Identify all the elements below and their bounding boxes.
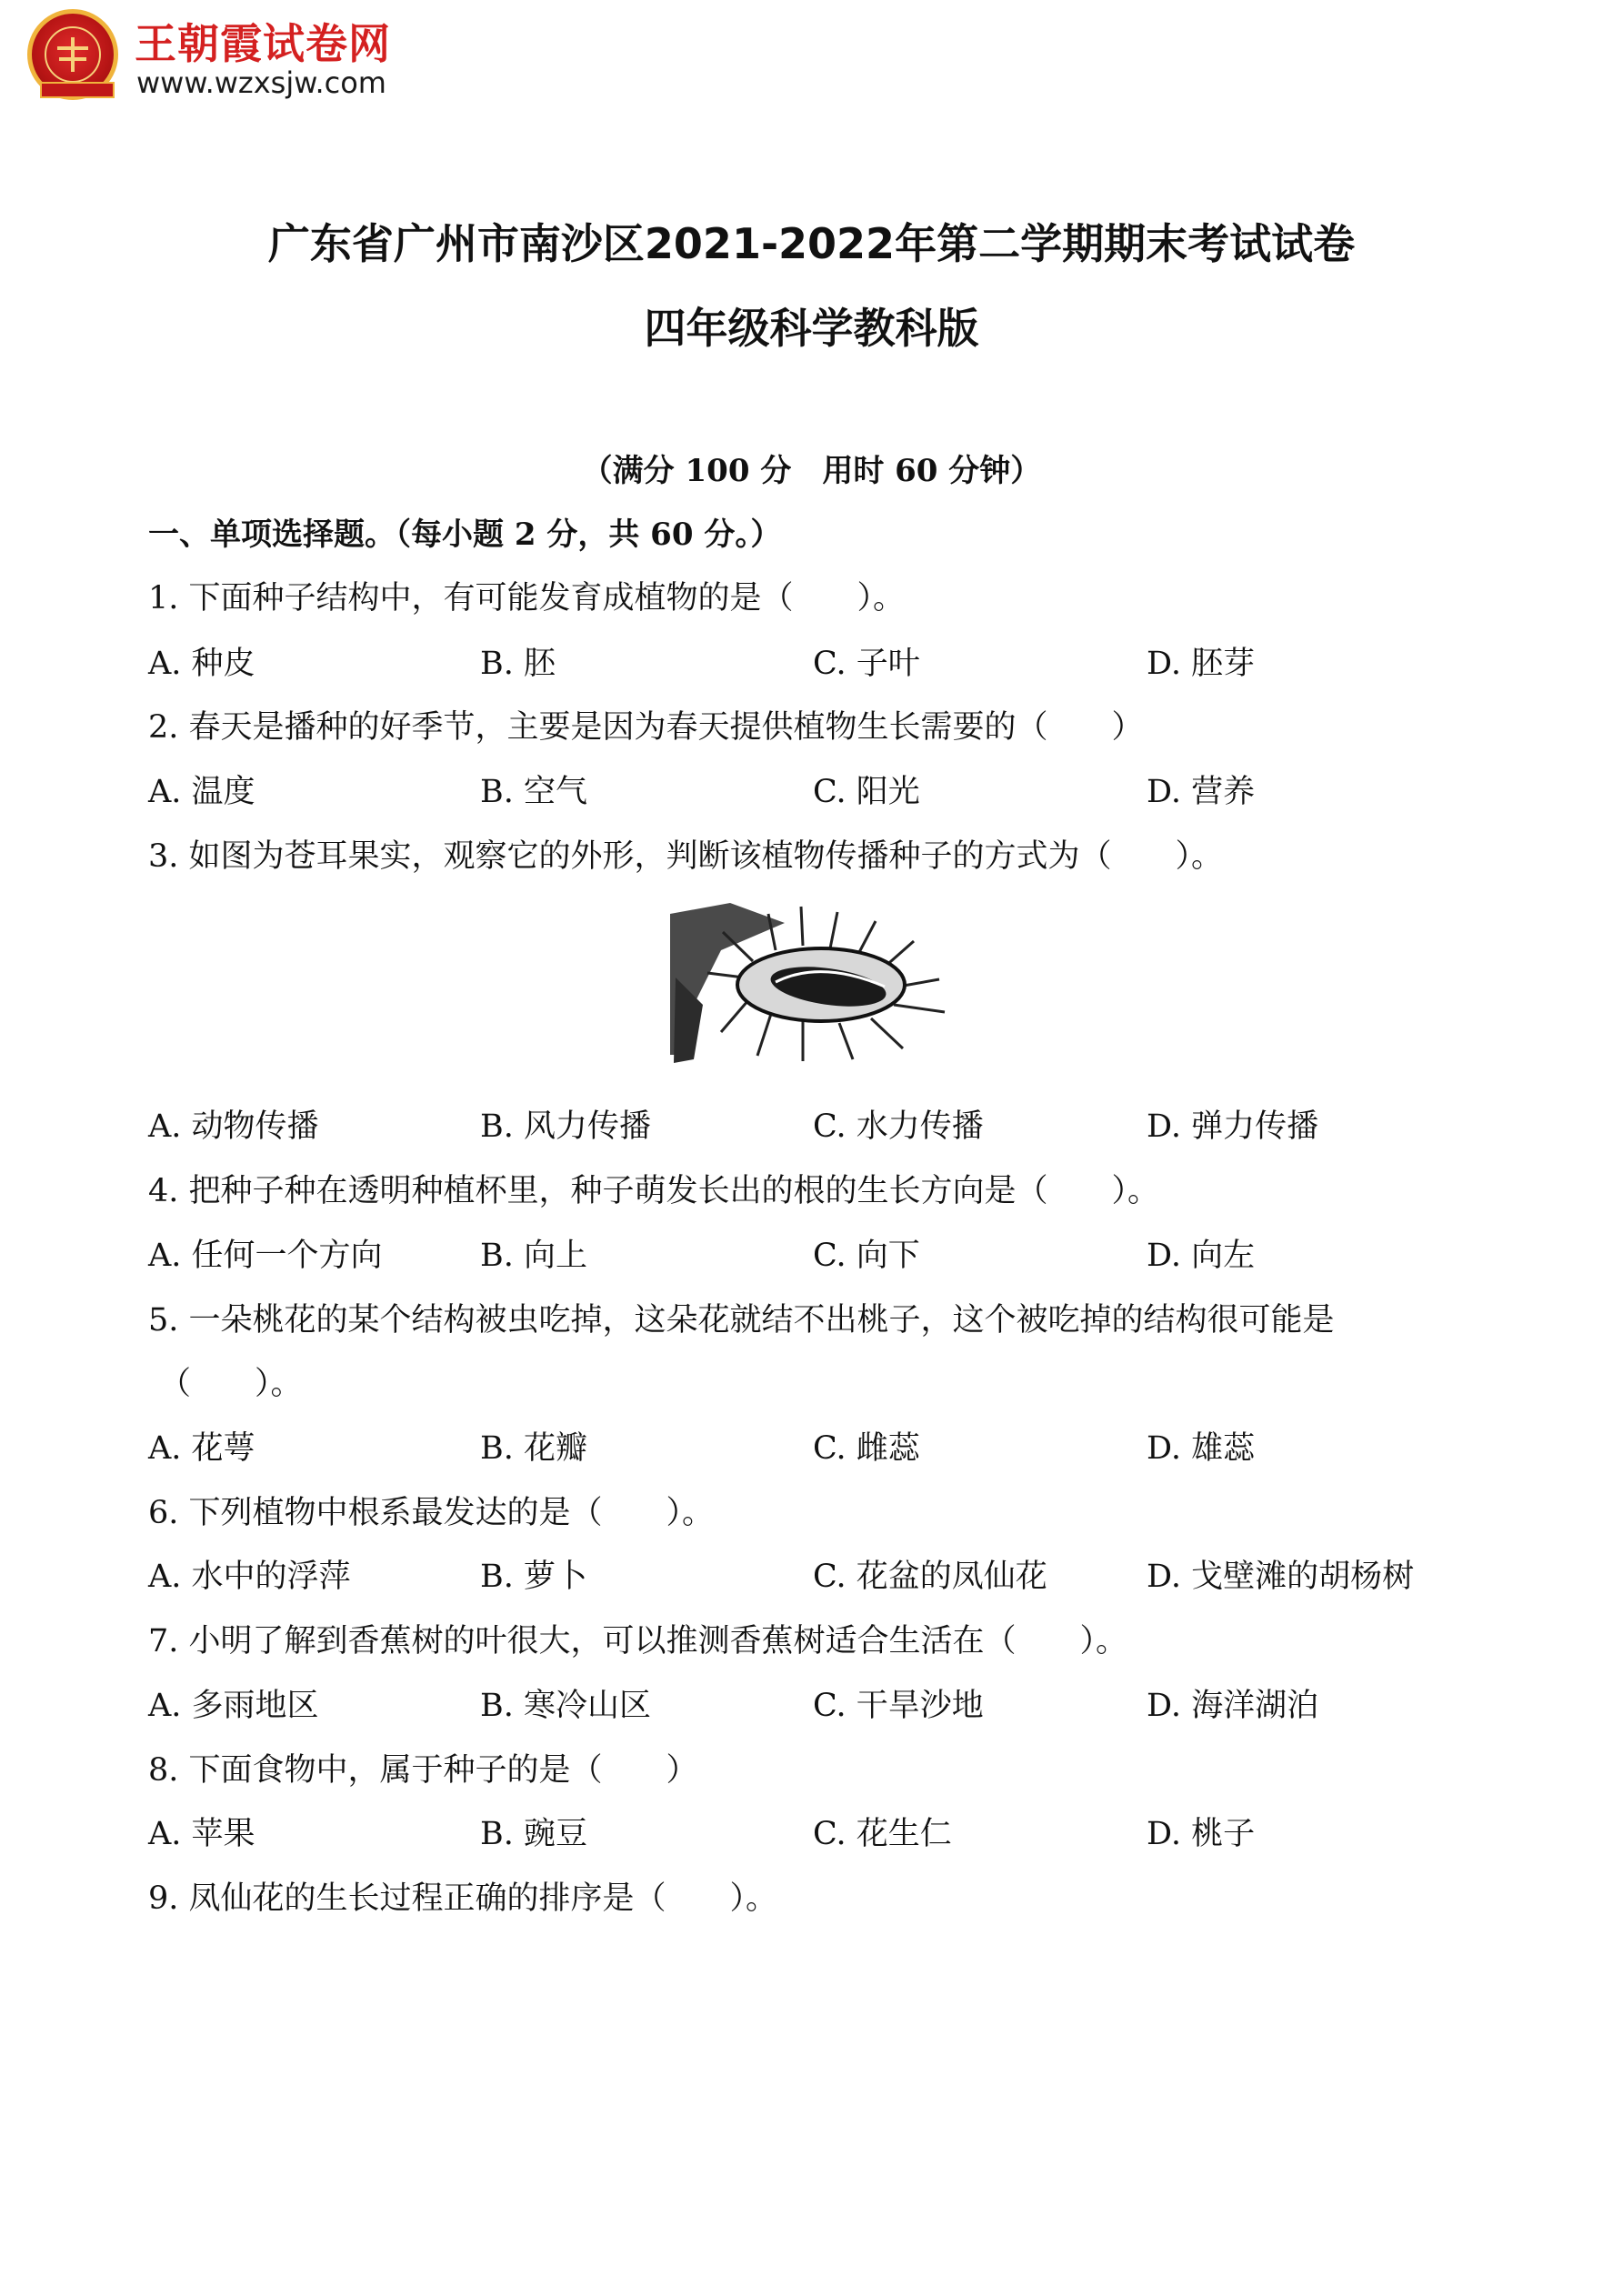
option-d: D. 弹力传播 [1147,1108,1319,1145]
question-stem-continued: （ ）。 [159,1366,303,1402]
option-c: C. 子叶 [813,646,920,682]
option-b: B. 寒冷山区 [480,1688,651,1724]
option-c: C. 水力传播 [813,1108,984,1145]
option-a: A. 温度 [148,774,255,810]
option-d: D. 戈壁滩的胡杨树 [1147,1559,1415,1595]
option-a: A. 多雨地区 [148,1688,319,1724]
option-d: D. 营养 [1147,774,1256,810]
question-stem: 1. 下面种子结构中，有可能发育成植物的是（ ）。 [148,580,906,617]
option-a: A. 花萼 [148,1430,255,1467]
option-a: A. 动物传播 [148,1108,319,1145]
option-c: C. 花生仁 [813,1816,952,1852]
option-a: A. 任何一个方向 [148,1238,383,1274]
option-c: C. 阳光 [813,774,920,810]
option-c: C. 干旱沙地 [813,1688,984,1724]
exam-meta: （满分 100 分 用时 60 分钟） [581,453,1042,489]
question-stem: 6. 下列植物中根系最发达的是（ ）。 [148,1495,715,1531]
seal-ribbon [40,82,115,98]
option-c: C. 花盆的凤仙花 [813,1559,1047,1595]
question-stem: 9. 凤仙花的生长过程正确的排序是（ ）。 [148,1880,778,1917]
question-stem: 3. 如图为苍耳果实，观察它的外形，判断该植物传播种子的方式为（ ）。 [148,838,1224,875]
option-c: C. 雌蕊 [813,1430,920,1467]
option-b: B. 向上 [480,1238,587,1274]
option-b: B. 萝卜 [480,1559,587,1595]
option-c: C. 向下 [813,1238,920,1274]
question-stem: 5. 一朵桃花的某个结构被虫吃掉，这朵花就结不出桃子，这个被吃掉的结构很可能是 [148,1302,1335,1338]
doc-title-line2: 四年级科学教科版 [644,304,979,353]
question-stem: 2. 春天是播种的好季节，主要是因为春天提供植物生长需要的（ ） [148,709,1144,746]
question-stem: 8. 下面食物中，属于种子的是（ ） [148,1752,698,1789]
brand-name: 王朝霞试卷网 [135,19,391,68]
option-a: A. 种皮 [148,646,255,682]
option-b: B. 风力传播 [480,1108,651,1145]
site-logo [27,9,418,109]
option-d: D. 桃子 [1147,1816,1256,1852]
option-d: D. 胚芽 [1147,646,1256,682]
option-a: A. 水中的浮萍 [148,1559,351,1595]
option-a: A. 苹果 [148,1816,255,1852]
option-b: B. 豌豆 [480,1816,587,1852]
doc-title-line1: 广东省广州市南沙区2021-2022年第二学期期末考试试卷 [267,219,1356,268]
cocklebur-fruit-figure [666,896,959,1068]
section-heading: 一、单项选择题。（每小题 2 分，共 60 分。） [148,516,782,553]
option-d: D. 向左 [1147,1238,1256,1274]
brand-url: www.wzxsjw.com [136,65,386,100]
option-d: D. 海洋湖泊 [1147,1688,1319,1724]
option-b: B. 花瓣 [480,1430,587,1467]
option-d: D. 雄蕊 [1147,1430,1256,1467]
option-b: B. 胚 [480,646,556,682]
question-stem: 4. 把种子种在透明种植杯里，种子萌发长出的根的生长方向是（ ）。 [148,1173,1160,1209]
option-b: B. 空气 [480,774,587,810]
question-stem: 7. 小明了解到香蕉树的叶很大，可以推测香蕉树适合生活在（ ）。 [148,1623,1128,1659]
